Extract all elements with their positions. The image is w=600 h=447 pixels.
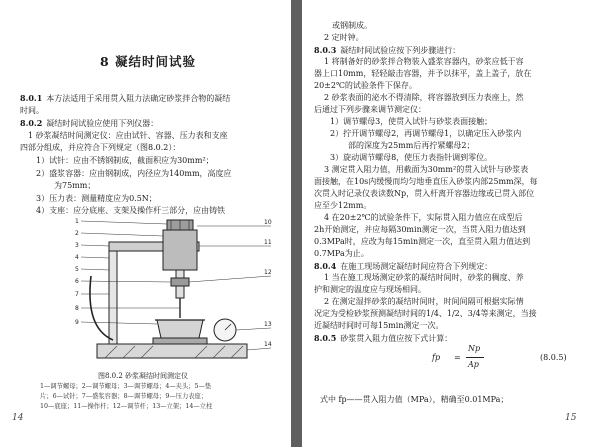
line-text: 器上口10mm，轻轻敲击容器，并予以抹平，盖上盖子，放在 — [314, 69, 532, 78]
line-text: 2 砂浆表面的泌水不得清除，将容器放到压力表座上，然 — [324, 93, 524, 102]
gauge-seat — [153, 338, 207, 344]
line-text: 3）压力表：测量精度应为0.5N； — [36, 193, 157, 203]
left-page — [0, 0, 291, 447]
line-text: 为75mm； — [54, 181, 96, 191]
line-text: 凝结时间试验应使用下列仪器： — [46, 119, 159, 129]
line-text: 2h开始测定，并应每隔30min测定一次，当贯入阻力值达到 — [314, 225, 526, 234]
line-text: 20±2℃的试验条件下保存。 — [314, 81, 417, 90]
left-line — [20, 142, 180, 154]
chapter-title: 8 凝结时间试验 — [100, 54, 197, 69]
line-text: 护和测定的温度应与现场相同。 — [314, 285, 426, 294]
right-line — [314, 104, 426, 116]
page-number-left: 14 — [12, 413, 24, 423]
line-text: 2）拧开调节螺母2，再调节螺母1，以确定压入砂浆内 — [330, 129, 522, 138]
right-line — [332, 20, 372, 32]
line-text: 在施工现场测定凝结时间应符合下列规定： — [340, 262, 493, 271]
left-line — [20, 92, 230, 105]
line-text: 0.7MPa为止。 — [314, 249, 369, 258]
left-line — [36, 155, 214, 167]
column — [109, 242, 117, 344]
line-text: 4）支座：应分底座、支架及操作杆三部分，应由铸铁 — [36, 206, 226, 216]
callout-10: 10 — [264, 219, 272, 226]
callout-13: 13 — [264, 321, 272, 328]
line-text: 1）调节螺母3，使贯入试针与砂浆表面接触； — [330, 117, 493, 126]
callout-12: 12 — [264, 269, 272, 276]
callout-14: 14 — [264, 341, 272, 348]
line-text: 0.3MPa时，应改为每15min测定一次，直至贯入阻力值达到 — [314, 237, 531, 246]
clause-number: 8.0.5 — [314, 333, 337, 343]
line-text: 4 在20±2℃的试验条件下，实际贯入阻力值应在成型后 — [324, 213, 523, 222]
line-text: 时间。 — [20, 105, 44, 115]
line-text: 1 当在施工现场测定砂浆的凝结时间时，砂浆的稠度、养 — [324, 273, 524, 282]
formula-denominator: Ap — [468, 360, 479, 369]
callout-1: 1 — [75, 218, 79, 225]
callout-4: 4 — [75, 254, 79, 261]
callout-7: 7 — [75, 291, 79, 298]
right-line — [314, 80, 417, 92]
line-text: 后通过下列步骤来调节测定仪： — [314, 105, 426, 114]
line-text: 凝结时间试验应按下列步骤进行： — [340, 46, 461, 55]
clause-number: 8.0.2 — [20, 118, 43, 129]
right-line — [314, 176, 538, 188]
left-line — [36, 168, 232, 180]
callout-9: 9 — [75, 319, 79, 326]
line-text: 面接触，在10s内缓慢而均匀地垂直压入砂浆内部25mm深，每 — [314, 177, 538, 186]
line-text: 次贯入时记录仪表读数Np，贯入杆离开容器边缘或已贯入部位 — [314, 189, 535, 198]
formula-label: (8.0.5) — [540, 353, 567, 362]
right-line — [330, 128, 521, 140]
clause-number: 8.0.4 — [314, 261, 337, 271]
formula-lhs: fp — [432, 353, 441, 362]
right-line — [324, 32, 364, 44]
formula-numerator: Np — [468, 344, 481, 353]
right-line — [324, 272, 524, 284]
left-line — [20, 117, 158, 130]
line-text: 或钢制成。 — [332, 21, 372, 30]
callout-2: 2 — [75, 230, 79, 237]
clause-number: 8.0.1 — [20, 93, 43, 103]
line-text: 1 砂浆凝结时间测定仪：应由试针、容器、压力表和支座 — [28, 130, 228, 140]
callout-5: 5 — [75, 266, 79, 273]
right-line — [314, 284, 426, 296]
formula-where-line: 式中 fp——贯入阻力值（MPa），精确至0.01MPa； — [320, 395, 509, 404]
right-page — [302, 0, 600, 447]
figure-caption: 图8.0.2 砂浆凝结时间测定仪 — [98, 372, 189, 380]
left-line — [20, 105, 44, 117]
line-text: 砂浆贯入阻力值应按下式计算： — [340, 334, 453, 343]
callout-6: 6 — [75, 278, 79, 285]
right-line — [314, 68, 531, 80]
line-text: 2 在测定湿拌砂浆的凝结时间时，时间间隔可根据实际情 — [324, 297, 524, 306]
right-line — [314, 200, 371, 212]
figure-legend-line-1: 1—调节螺母；2—调节螺母；3—调节螺母；4—夹头；5—垫 — [40, 383, 212, 390]
right-line — [314, 320, 443, 332]
line-text: 1 将制备好的砂浆拌合物装入盛浆容器内，砂浆应低于容 — [324, 57, 524, 66]
right-line — [324, 296, 524, 308]
callout-3: 3 — [75, 242, 79, 249]
right-line — [330, 152, 492, 164]
page-number-right: 15 — [565, 413, 577, 423]
right-line — [324, 56, 524, 68]
left-line — [54, 180, 95, 192]
setting-time-apparatus-figure — [75, 216, 275, 366]
callout-8: 8 — [75, 305, 79, 312]
line-text: 四部分组成，并应符合下列规定（图8.0.2）： — [20, 143, 181, 153]
fraction-bar — [466, 357, 484, 358]
line-text: 况定为受检砂浆预测凝结时间的1/4、1/2、3/4等来测定，当接 — [314, 309, 537, 318]
line-text: 3）旋动调节螺母8，使压力表指针调到零位。 — [330, 153, 493, 162]
head-block — [163, 230, 197, 270]
line-text: 近凝结时间时可每15min测定一次。 — [314, 321, 444, 330]
line-text: 1）试针：应由不锈钢制成，截面积应为30mm²； — [36, 156, 214, 165]
right-line — [330, 116, 492, 128]
line-text: 2 定时钟。 — [324, 33, 364, 42]
right-line — [314, 236, 530, 248]
line-text: 应至少12mm。 — [314, 201, 372, 210]
right-line — [314, 188, 534, 200]
figure-legend-line-3: 10—底座；11—操作杆；12—调节杆；13—立架；14—立柱 — [40, 403, 213, 410]
right-line — [314, 248, 369, 260]
line-text: 本方法适用于采用贯入阻力法确定砂浆拌合物的凝结 — [46, 94, 231, 103]
right-line — [348, 140, 474, 152]
line-text: 2）盛浆容器：应由钢制成，内径应为140mm，高度应 — [36, 168, 232, 178]
right-line — [324, 212, 523, 224]
clause-number: 8.0.3 — [314, 45, 337, 55]
right-line — [324, 164, 528, 176]
right-line — [314, 308, 537, 320]
line-text: 部的深度为25mm后再拧紧螺母2； — [348, 141, 475, 150]
clamp — [171, 278, 189, 286]
left-line — [28, 130, 228, 142]
right-line — [324, 92, 524, 104]
figure-legend-line-2: 片；6—试针；7—盛浆容器；8—调节螺母；9—压力表座； — [40, 393, 208, 400]
right-line — [314, 224, 526, 236]
line-text: 3 测定贯入阻力值，用截面为30mm²的贯入试针与砂浆表 — [324, 165, 529, 174]
mortar-container — [157, 320, 203, 338]
left-line — [36, 193, 157, 205]
formula: fp = Np Ap (8.0.5) — [432, 344, 567, 369]
callout-11: 11 — [264, 239, 272, 246]
